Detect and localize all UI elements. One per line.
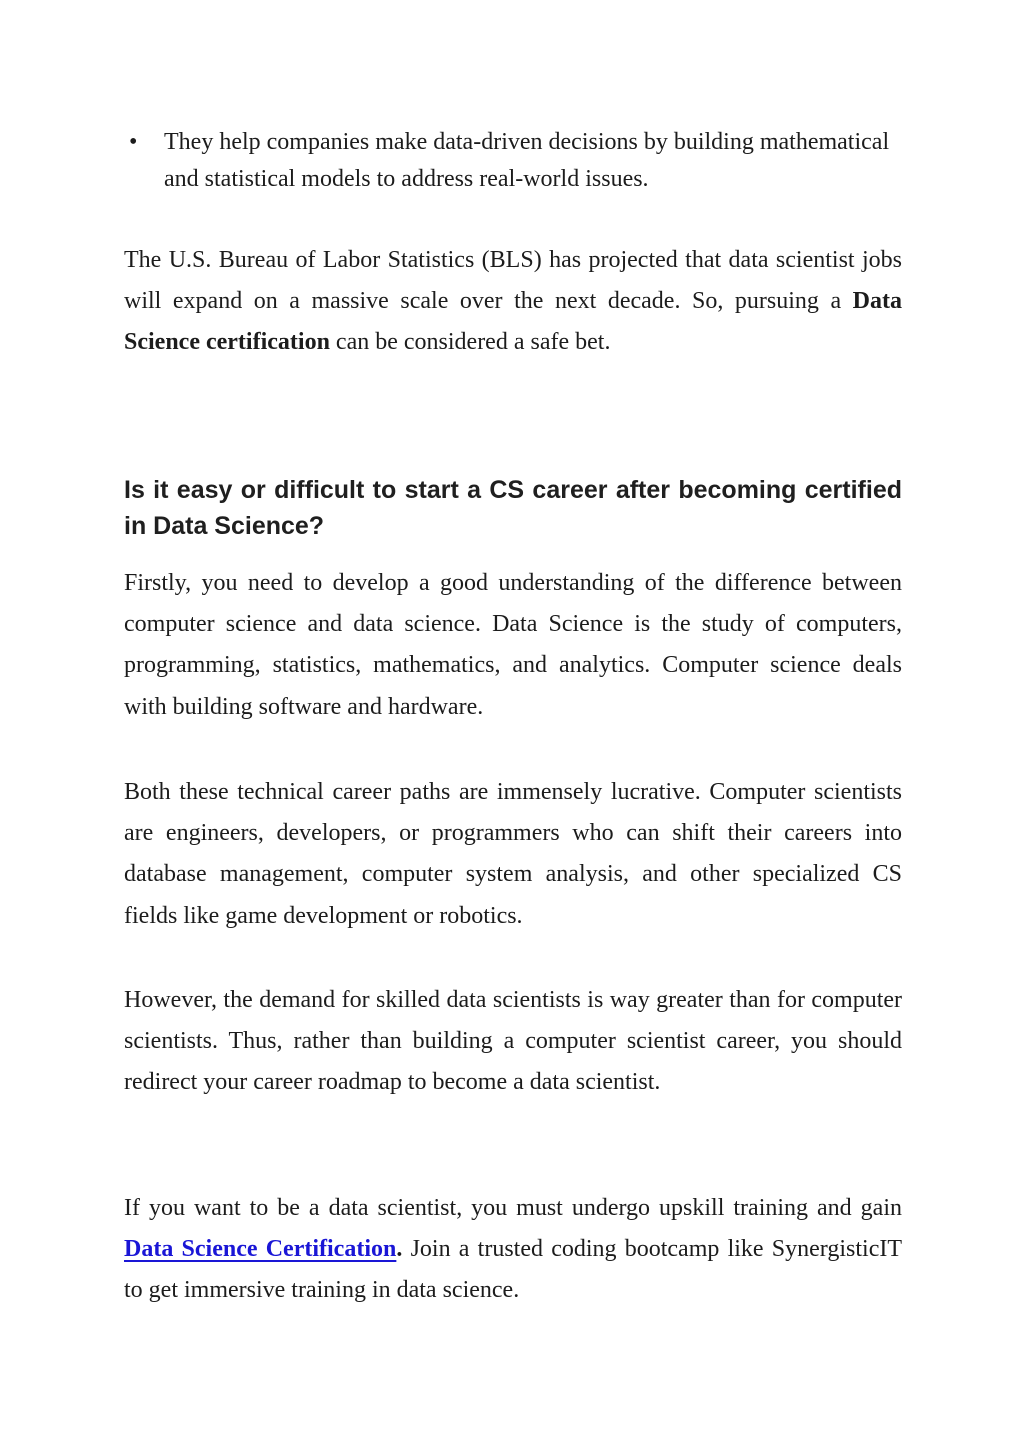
bullet-dot-icon: • — [129, 129, 138, 155]
bullet-text: They help companies make data-driven decisions by building mathematical and statistical models to address real-world issues. — [164, 129, 890, 192]
section-heading: Is it easy or difficult to start a CS career after becoming certified in Data Science? — [124, 476, 902, 540]
bootcamp-text: Join a trusted coding bootcamp like SynergisticIT to get immersive training in data science. — [124, 1236, 903, 1304]
bullet-item — [124, 124, 902, 198]
paragraph-demand: However, the demand for skilled data scientists is way greater than for computer scientists. Thus, rather than building a computer scientist career, you should redirect your career roadmap to become a data scientist. — [124, 987, 902, 1096]
bls-paragraph-text: The U.S. Bureau of Labor Statistics (BLS) has projected that data scientist jobs will expand on a massive scale over the next decade. So, pursuing a — [124, 247, 902, 315]
paragraph-career-paths: Both these technical career paths are immensely lucrative. Computer scientists are engineers, developers, or programmers who can shift their careers into database management, computer system analysis, and other specialized CS fields like game development or robotics. — [124, 779, 902, 929]
data-science-certification-link[interactable]: Data Science Certification — [124, 1236, 397, 1263]
bullet-list — [124, 124, 902, 198]
paragraph-difference: Firstly, you need to develop a good understanding of the difference between computer science and data science. Data Science is the study of computers, programming, statistics, mathematics, and analytics. Computer science deals with building software and hardware. — [124, 570, 902, 720]
upskill-text: If you want to be a data scientist, you must undergo upskill training and gain — [124, 1195, 902, 1221]
bls-paragraph — [124, 240, 902, 364]
bls-paragraph-ending: can be considered a safe bet. — [329, 329, 611, 356]
link-period: . — [396, 1236, 403, 1263]
paragraph-upskill — [124, 1188, 902, 1312]
bold-certification-term: Data Science certification — [124, 288, 902, 356]
